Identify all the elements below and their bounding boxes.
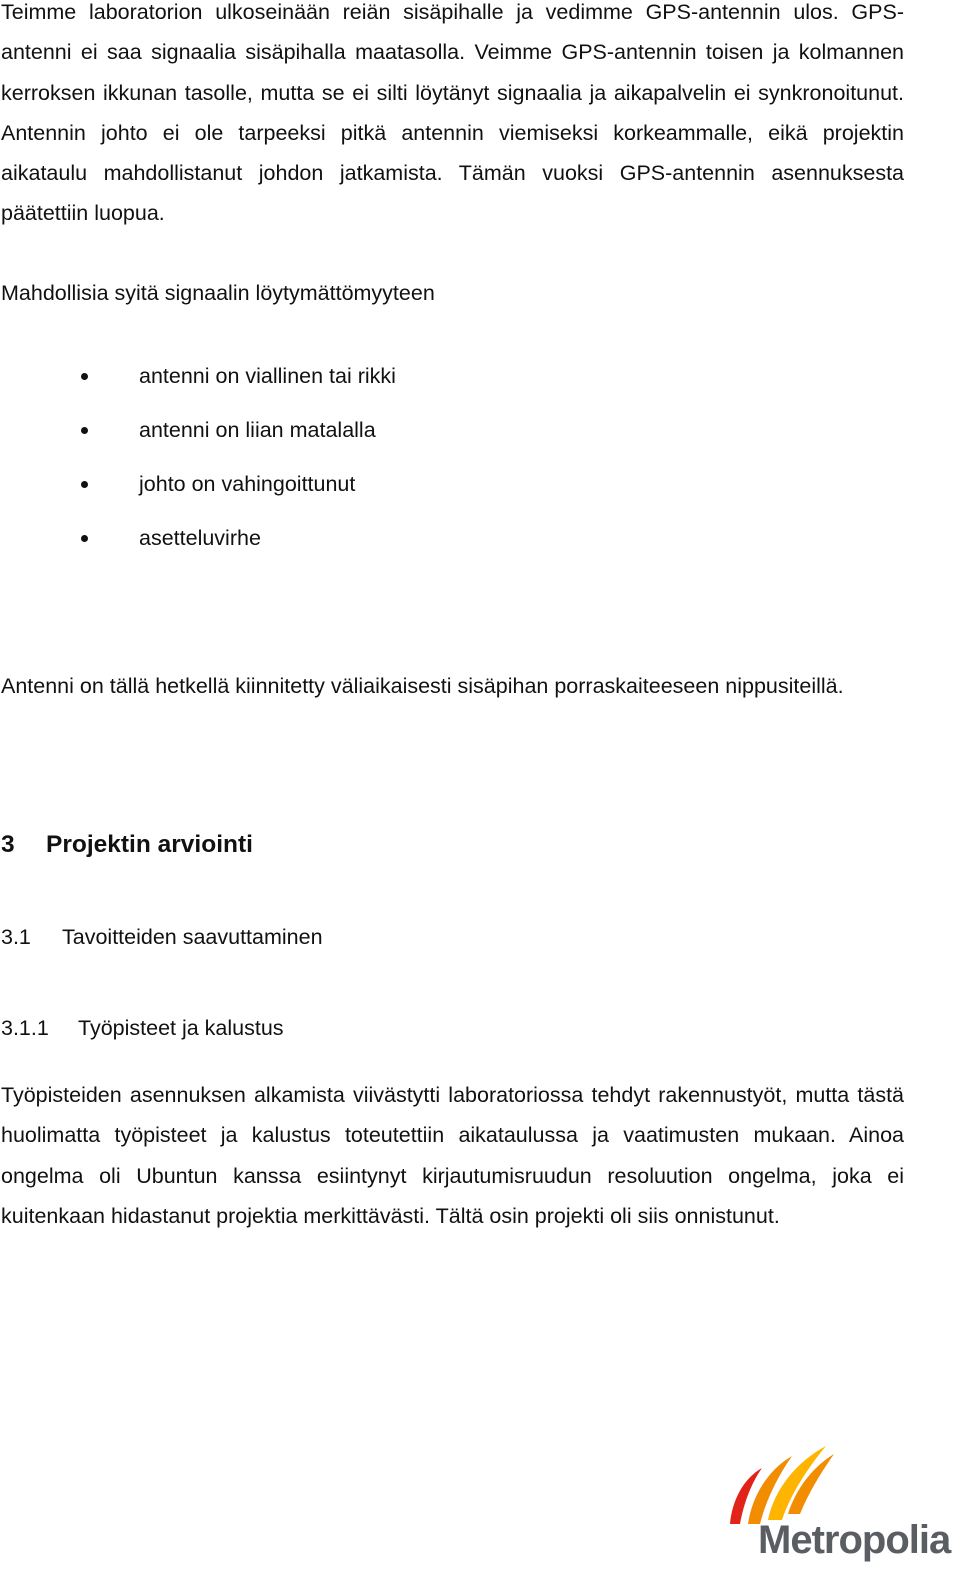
subsection-heading xyxy=(1,917,323,957)
list-item-text: asetteluvirhe xyxy=(139,526,261,550)
list-item-text: antenni on viallinen tai rikki xyxy=(139,364,396,388)
paragraph-gps-antenna: Teimme laboratorion ulkoseinään reiän sisäpihalle ja vedimme GPS-antennin ulos. GPS-antenni ei saa signaalia sisäpihalla maatasolla. Veimme GPS-antennin toisen ja kolmannen kerroksen ikkunan tasolle, mutta se ei silti löytänyt signaalia ja aikapalvelin ei synkronoitunut. Antennin johto ei ole tarpeeksi pitkä antennin viemiseksi korkeammalle, eikä projektin aikataulu mahdollistanut johdon jatkamista. Tämän vuoksi GPS-antennin asennuksesta päätettiin luopua. xyxy=(1,0,904,226)
bullet-icon xyxy=(81,427,88,434)
section-heading xyxy=(1,825,253,865)
metropolia-logo xyxy=(722,1440,958,1570)
reasons-intro: Mahdollisia syitä signaalin löytymättömyyteen xyxy=(1,281,435,305)
list-item-text: johto on vahingoittunut xyxy=(139,472,356,496)
paragraph-antenna-mounting: Antenni on tällä hetkellä kiinnitetty väliaikaisesti sisäpihan porraskaiteeseen nippusiteillä. xyxy=(1,674,844,698)
section-title: Projektin arviointi xyxy=(46,831,253,858)
bullet-icon xyxy=(81,373,88,380)
subsection-number: 3.1 xyxy=(1,925,31,949)
bullet-icon xyxy=(81,535,88,542)
list-item-text: antenni on liian matalalla xyxy=(139,418,376,442)
subsection-title: Tavoitteiden saavuttaminen xyxy=(62,925,323,949)
bullet-icon xyxy=(81,481,88,488)
subsubsection-title: Työpisteet ja kalustus xyxy=(78,1016,284,1040)
subsubsection-number: 3.1.1 xyxy=(1,1016,49,1040)
logo-wordmark: Metropolia xyxy=(758,1518,951,1562)
section-number: 3 xyxy=(1,831,15,858)
paragraph-workstations: Työpisteiden asennuksen alkamista viivästytti laboratoriossa tehdyt rakennustyöt, mutta tästä huolimatta työpisteet ja kalustus toteutettiin aikataulussa ja vaatimusten mukaan. Ainoa ongelma oli Ubuntun kanssa esiintynyt kirjautumisruudun resoluution ongelma, joka ei kuitenkaan hidastanut projektia merkittävästi. Tältä osin projekti oli siis onnistunut. xyxy=(1,1083,904,1228)
subsubsection-heading xyxy=(1,1008,284,1048)
metropolia-flame-icon xyxy=(722,1440,958,1530)
